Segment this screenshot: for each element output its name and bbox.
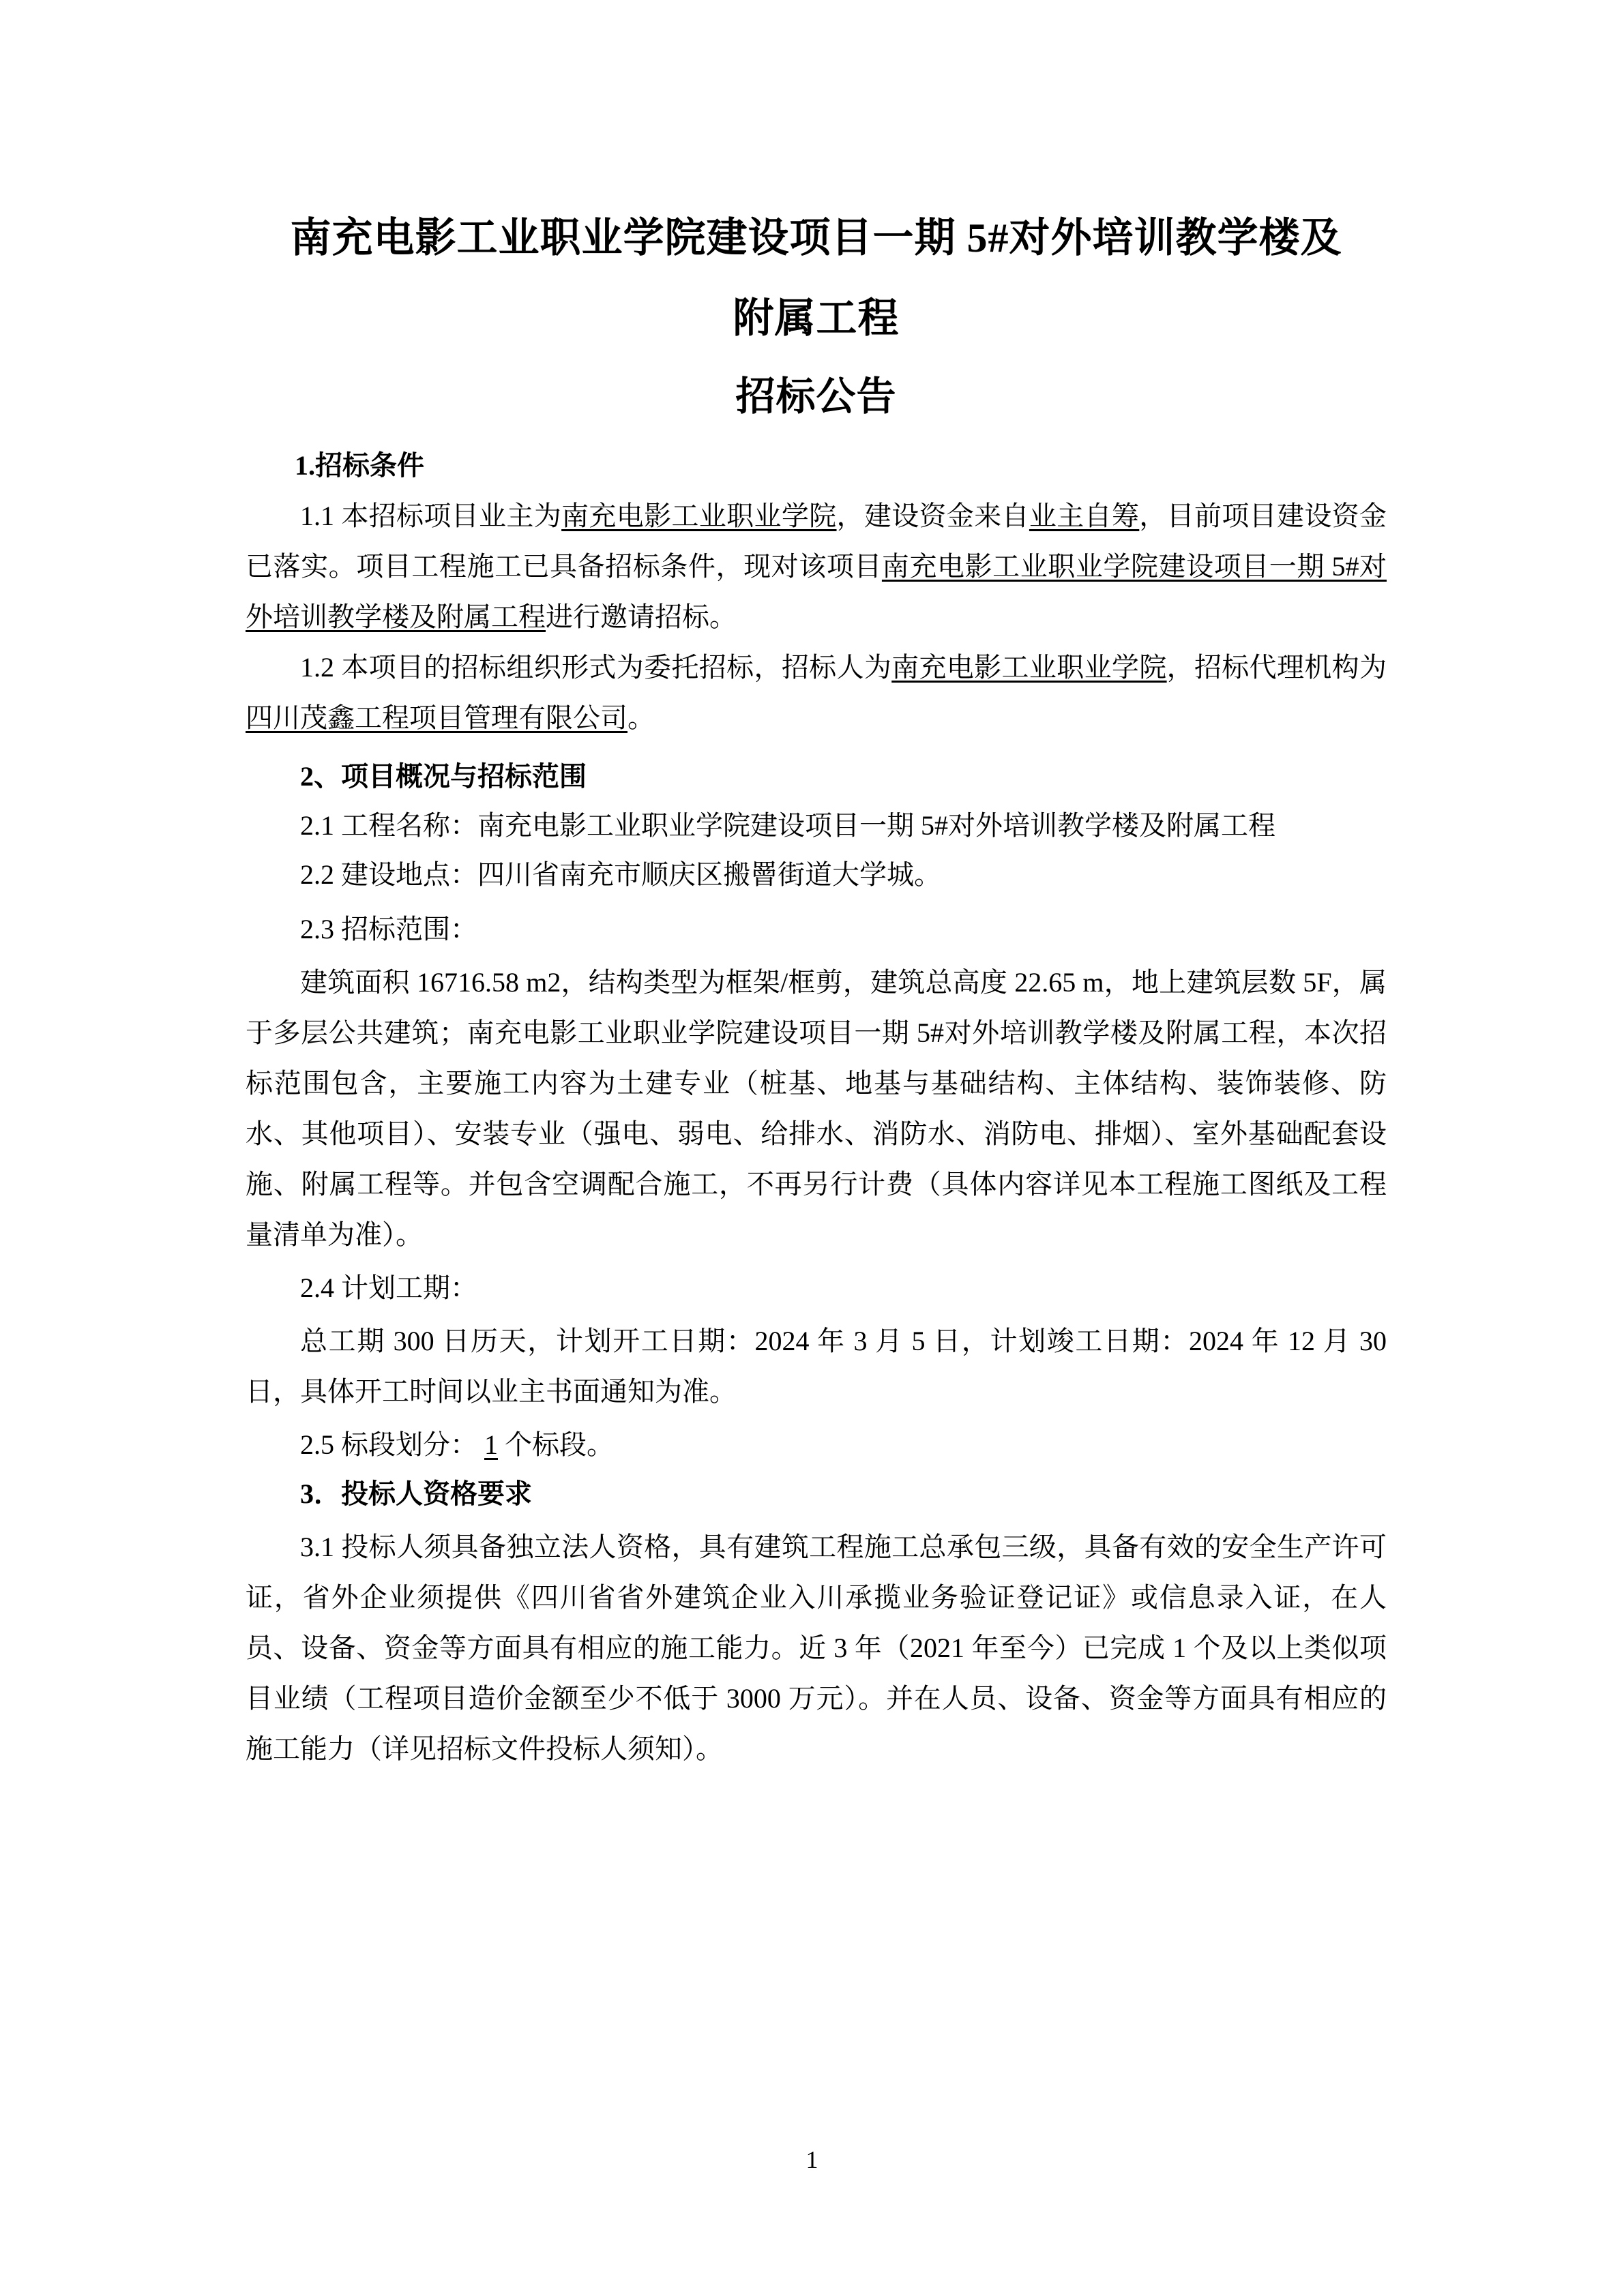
spacer	[246, 1417, 1387, 1424]
clause-1-2-agent: 四川茂鑫工程项目管理有限公司	[246, 702, 628, 733]
clause-2-5-text-b: 个标段。	[505, 1429, 614, 1460]
document-title-line-2: 附属工程	[733, 296, 900, 341]
clause-2-5-lot-division	[246, 1424, 1387, 1466]
clause-1-1-text-c: ，目前项目建设资金已落实。项目工程施工已具备招标条件，现对该项目	[246, 501, 1387, 582]
clause-1-2-text-c: 。	[628, 702, 655, 733]
clause-2-5-lot-count: 1	[484, 1429, 498, 1460]
clause-1-2-tenderer: 南充电影工业职业学院	[891, 652, 1167, 683]
section-1-paragraph-1-1	[246, 491, 1387, 642]
clause-2-3-scope-body: 建筑面积 16716.58 m2，结构类型为框架/框剪，建筑总高度 22.65 m，地上建筑层数 5F，属于多层公共建筑；南充电影工业职业学院建设项目一期 5#对外培训教学楼及附属工程，本次招标范围包含，主要施工内容为土建专业（桩基、地基与基础结构、主体结构、装饰装修、防水、其他项目）、安装专业（强电、弱电、给排水、消防水、消防电、排烟）、室外基础配套设施、附属工程等。并包含空调配合施工，不再另行计费（具体内容详见本工程施工图纸及工程量清单为准）。	[246, 967, 1387, 1250]
clause-1-1-project-name: 南充电影工业职业学院建设项目一期 5#对外培训教学楼及附属工程	[246, 551, 1387, 632]
clause-1-1-text-d: 进行邀请招标。	[546, 601, 737, 632]
clause-2-1-project-name: 2.1 工程名称：南充电影工业职业学院建设项目一期 5#对外培训教学楼及附属工程	[300, 810, 1275, 841]
spacer	[246, 1466, 1387, 1473]
page-number: 1	[806, 2146, 818, 2173]
clause-1-1-funding-source: 业主自筹	[1029, 501, 1140, 531]
document-subtitle: 招标公告	[735, 374, 897, 419]
section-2-heading: 2、项目概况与招标范围	[300, 761, 587, 792]
clause-2-2-location: 2.2 建设地点：四川省南充市顺庆区搬罾街道大学城。	[300, 859, 941, 890]
clause-2-5-text-a: 2.5 标段划分：	[300, 1429, 477, 1460]
document-title-line-1: 南充电影工业职业学院建设项目一期 5#对外培训教学楼及	[290, 215, 1342, 260]
clause-1-1-text-a: 1.1 本招标项目业主为	[300, 501, 562, 531]
clause-3-1-bidder-qualifications: 3.1 投标人须具备独立法人资格，具有建筑工程施工总承包三级，具备有效的安全生产许可证，省外企业须提供《四川省省外建筑企业入川承揽业务验证登记证》或信息录入证，在人员、设备、资金等方面具有相应的施工能力。近 3 年（2021 年至今）已完成 1 个及以上类似项目业绩（工程项目造价金额至少不低于 3000 万元）。并在人员、设备、资金等方面具有相应的施工能力（详见招标文件投标人须知）。	[246, 1532, 1387, 1764]
spacer	[246, 951, 1387, 957]
document-title	[246, 198, 1387, 359]
clause-2-4-label: 2.4 计划工期：	[300, 1272, 477, 1303]
clause-1-1-owner: 南充电影工业职业学院	[561, 501, 837, 531]
spacer	[246, 743, 1387, 756]
spacer	[246, 896, 1387, 908]
spacer	[246, 1309, 1387, 1316]
spacer	[246, 1260, 1387, 1267]
clause-1-2-text-a: 1.2 本项目的招标组织形式为委托招标，招标人为	[300, 652, 892, 683]
spacer	[246, 847, 1387, 854]
spacer	[246, 798, 1387, 805]
clause-1-2-text-b: ，招标代理机构为	[1166, 652, 1387, 683]
clause-2-3-label: 2.3 招标范围：	[300, 914, 477, 944]
section-3-heading: 3．投标人资格要求	[300, 1478, 532, 1509]
clause-2-4-schedule-body: 总工期 300 日历天，计划开工日期：2024 年 3 月 5 日，计划竣工日期：2024 年 12 月 30 日，具体开工时间以业主书面通知为准。	[246, 1326, 1387, 1407]
section-1-paragraph-1-2	[246, 642, 1387, 743]
clause-1-1-text-b: ，建设资金来自	[836, 501, 1029, 531]
section-1-heading: 1.招标条件	[295, 450, 424, 481]
spacer	[246, 1515, 1387, 1522]
